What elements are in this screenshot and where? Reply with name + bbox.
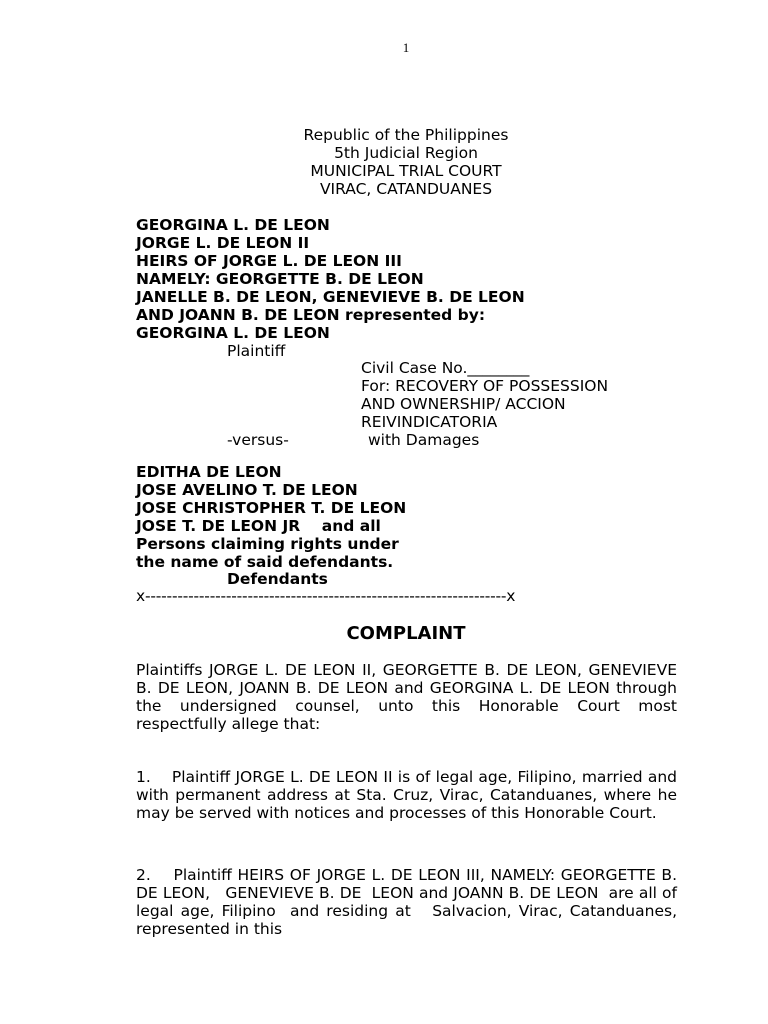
plaintiff-line: GEORGINA L. DE LEON bbox=[136, 324, 330, 342]
plaintiffs-block bbox=[136, 216, 525, 342]
header-location: VIRAC, CATANDUANES bbox=[319, 180, 493, 198]
damages-line: with Damages bbox=[368, 431, 480, 449]
header-judicial-region: 5th Judicial Region bbox=[334, 144, 478, 162]
case-nature-line: AND OWNERSHIP/ ACCION bbox=[361, 395, 566, 413]
header-court-name: MUNICIPAL TRIAL COURT bbox=[310, 162, 502, 180]
civil-case-number: Civil Case No.________ bbox=[361, 359, 530, 377]
case-nature-line: REIVINDICATORIA bbox=[361, 413, 498, 431]
versus-label: -versus- bbox=[227, 431, 289, 449]
intro-paragraph: Plaintiffs JORGE L. DE LEON II, GEORGETTE B. DE LEON, GENEVIEVE B. DE LEON, JOANN B. DE LEON and GEORGINA L. DE LEON through the undersigned counsel, unto this Honorable Court most respectfully allege that: bbox=[136, 661, 677, 733]
defendant-role-label: Defendants bbox=[227, 570, 328, 588]
case-info bbox=[361, 359, 608, 431]
document-title: COMPLAINT bbox=[346, 623, 466, 644]
defendant-line: Persons claiming rights under bbox=[136, 535, 399, 553]
paragraph-2: 2. Plaintiff HEIRS OF JORGE L. DE LEON III, NAMELY: GEORGETTE B. DE LEON, GENEVIEVE B. DE LEON and JOANN B. DE LEON are all of legal age, Filipino and residing at Salvacion, Virac, Catanduanes, represented in this bbox=[136, 866, 682, 938]
plaintiff-line: JORGE L. DE LEON II bbox=[136, 234, 310, 252]
caption-divider: x-------------------------------------------------------------------x bbox=[136, 587, 516, 605]
page-number: 1 bbox=[402, 40, 410, 55]
plaintiff-line: HEIRS OF JORGE L. DE LEON III bbox=[136, 252, 402, 270]
defendant-line: JOSE T. DE LEON JR and all bbox=[136, 517, 381, 535]
defendants-block bbox=[136, 463, 406, 571]
plaintiff-line: AND JOANN B. DE LEON represented by: bbox=[136, 306, 486, 324]
plaintiff-role-label: Plaintiff bbox=[227, 342, 286, 360]
defendant-line: JOSE CHRISTOPHER T. DE LEON bbox=[136, 499, 407, 517]
plaintiff-line: GEORGINA L. DE LEON bbox=[136, 216, 330, 234]
case-for-line: For: RECOVERY OF POSSESSION bbox=[361, 377, 609, 395]
plaintiff-line: NAMELY: GEORGETTE B. DE LEON bbox=[136, 270, 424, 288]
plaintiff-line: JANELLE B. DE LEON, GENEVIEVE B. DE LEON bbox=[136, 288, 525, 306]
header-republic: Republic of the Philippines bbox=[303, 126, 509, 144]
defendant-line: EDITHA DE LEON bbox=[136, 463, 282, 481]
paragraph-1: 1. Plaintiff JORGE L. DE LEON II is of legal age, Filipino, married and with permanent address at Sta. Cruz, Virac, Catanduanes, where he may be served with notices and processes of this Honorable Court. bbox=[136, 768, 682, 822]
defendant-line: the name of said defendants. bbox=[136, 553, 394, 571]
defendant-line: JOSE AVELINO T. DE LEON bbox=[136, 481, 358, 499]
court-header bbox=[0, 126, 768, 198]
